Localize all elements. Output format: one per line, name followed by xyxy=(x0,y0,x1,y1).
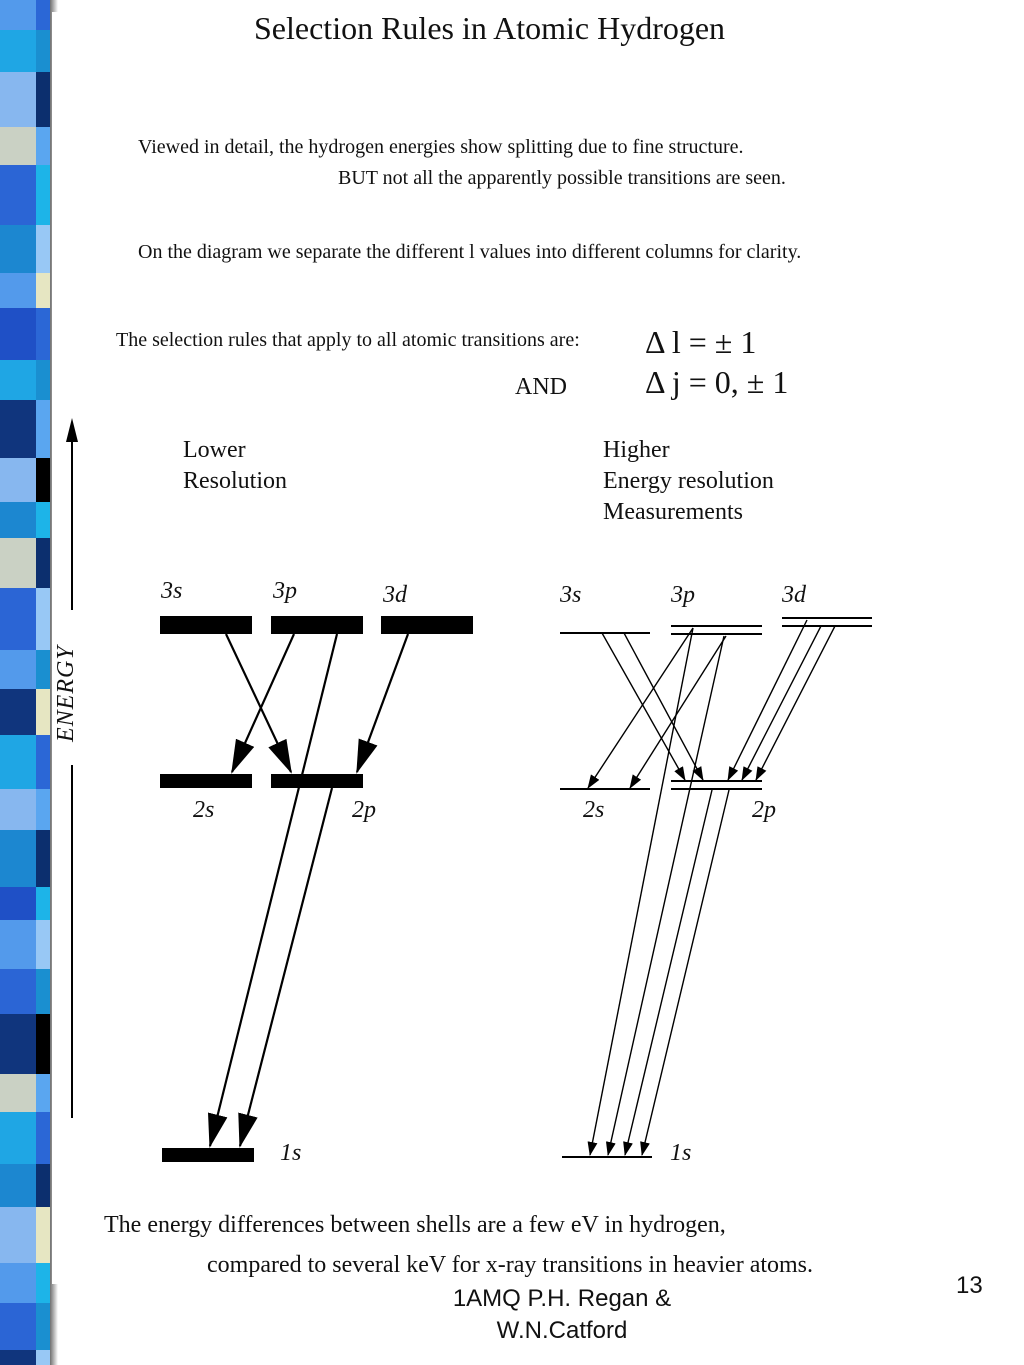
left-heading-line-2: Resolution xyxy=(183,468,288,494)
rules-intro: The selection rules that apply to all atomic transitions are: xyxy=(116,329,580,351)
credit-line-2: W.N.Catford xyxy=(496,1317,628,1344)
right-label-1s: 1s xyxy=(670,1140,692,1166)
intro-line-2: BUT not all the apparently possible transitions are seen. xyxy=(338,167,786,189)
right-label-3p: 3p xyxy=(671,582,695,608)
right-heading-line-3: Measurements xyxy=(603,499,743,525)
left-label-2s: 2s xyxy=(193,797,215,823)
rule-delta-l: Δ l = ± 1 xyxy=(645,324,757,360)
left-levels xyxy=(160,616,473,1162)
slide-title: Selection Rules in Atomic Hydrogen xyxy=(254,10,726,46)
right-label-3d: 3d xyxy=(782,582,806,608)
and-word: AND xyxy=(515,374,567,400)
author-credit xyxy=(412,1283,712,1347)
left-label-3s: 3s xyxy=(161,578,183,604)
energy-axis xyxy=(66,418,78,1118)
right-heading-line-1: Higher xyxy=(603,437,670,463)
intro-line-1: Viewed in detail, the hydrogen energies show splitting due to fine structure. xyxy=(138,136,744,158)
left-label-3d: 3d xyxy=(383,582,407,608)
right-levels xyxy=(560,618,872,1157)
right-label-2s: 2s xyxy=(583,797,605,823)
left-label-2p: 2p xyxy=(352,797,376,823)
page-number: 13 xyxy=(956,1272,983,1299)
right-label-2p: 2p xyxy=(752,797,776,823)
rule-delta-j: Δ j = 0, ± 1 xyxy=(645,364,789,400)
right-transitions xyxy=(588,620,835,1155)
right-heading-line-2: Energy resolution xyxy=(603,468,774,494)
caption-line-1: The energy differences between shells are a few eV in hydrogen, xyxy=(104,1212,726,1238)
credit-line-1: 1AMQ P.H. Regan & xyxy=(452,1285,672,1312)
left-heading-line-1: Lower xyxy=(183,437,246,463)
left-label-3p: 3p xyxy=(273,578,297,604)
energy-axis-label: ENERGY xyxy=(53,645,79,742)
left-label-1s: 1s xyxy=(280,1140,302,1166)
right-label-3s: 3s xyxy=(560,582,582,608)
caption-line-2: compared to several keV for x-ray transitions in heavier atoms. xyxy=(207,1252,814,1278)
left-transitions xyxy=(210,634,408,1146)
diagram-note: On the diagram we separate the different l values into different columns for clarity. xyxy=(138,241,802,263)
